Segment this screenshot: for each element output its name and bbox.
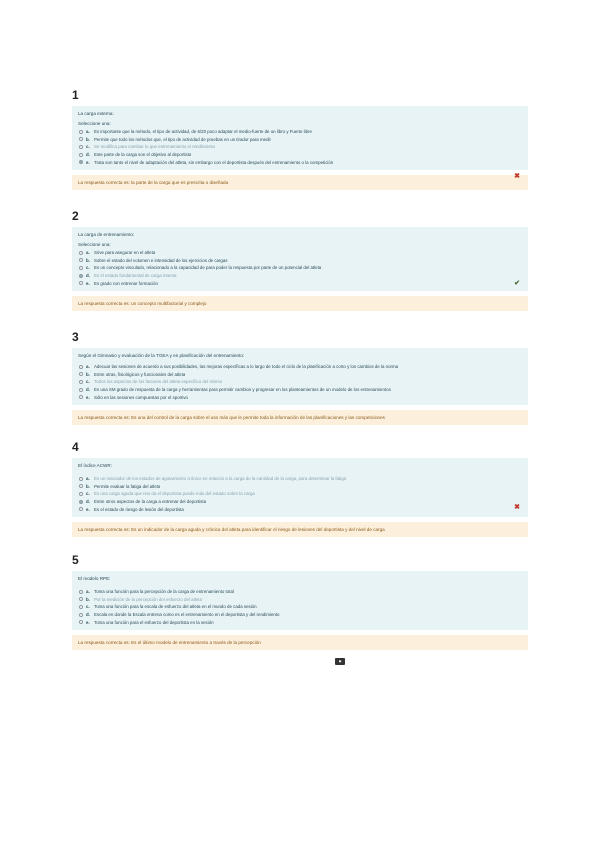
option-letter: e. [86,506,90,512]
option-c[interactable] [78,490,522,498]
radio-button[interactable] [79,477,83,481]
option-text: Permite que todo los métodos que, el tipo de actividad de pruebas en un tirador para medir [94,136,271,142]
option-letter: b. [86,596,90,602]
question-2 [72,209,528,311]
option-d[interactable] [78,498,522,506]
option-a[interactable] [78,475,522,483]
option-letter: c. [86,144,90,150]
option-letter: b. [86,257,90,263]
radio-button-selected[interactable] [79,500,83,504]
feedback-correct-answer: La respuesta correcta es: un concepto multifactorial y complejo [72,296,528,311]
option-b[interactable] [78,483,522,491]
question-text: El modelo RPE: [78,576,111,581]
radio-button-selected[interactable] [79,274,83,278]
option-letter: a. [86,364,90,370]
radio-button[interactable] [79,365,83,369]
option-text: Es un concepto vinculado, relacionado a la capacidad de para poder la respuesta por parte de un potencial del atleta [94,265,322,271]
option-text: Por la medición de la percepción del esfuerzo del atleta [94,596,202,602]
radio-button[interactable] [79,484,83,488]
option-text: Es el estado de riesgo de lesión del deportista [94,506,184,512]
question-box [72,571,528,630]
option-text: Permite evaluar la fatiga del atleta [94,483,161,489]
option-letter: e. [86,159,90,165]
option-letter: d. [86,387,90,393]
option-e[interactable] [78,279,522,287]
option-letter: e. [86,394,90,400]
incorrect-icon: ✖ [514,504,520,511]
option-text: Es importante que la método, el tipo de actividad, de 6/20 poco adaptar el medio-fuerte de un libro y Fuerte libre [94,129,312,135]
options-list [78,363,522,401]
option-letter: b. [86,136,90,142]
radio-button[interactable] [79,492,83,496]
question-text: La carga externa: [78,111,114,116]
option-d[interactable] [78,386,522,394]
radio-button[interactable] [79,258,83,262]
option-b[interactable] [78,136,522,144]
option-letter: b. [86,371,90,377]
option-a[interactable] [78,249,522,257]
radio-button[interactable] [79,395,83,399]
option-text: Sobre el estado del volumen e intensidad de los ejercicios de cargas [94,257,228,263]
select-label: Seleccione una: [78,242,111,247]
option-letter: d. [86,499,90,505]
question-box [72,227,528,291]
radio-button[interactable] [79,380,83,384]
option-text: Es una carga aguda que nos da el deportista puede más del estado sobre la carga [94,491,255,497]
option-text: Entre otros aspectos de la carga a entrenar del deportista [94,499,207,505]
question-number: 1 [72,88,79,102]
question-number: 5 [72,553,79,567]
option-c[interactable] [78,603,522,611]
feedback-correct-answer: La respuesta correcta es: la parte de la carga que es prescrita o diseñada [72,175,528,190]
option-text: Es un marcador de los estados de agotamiento crónico en relación a la carga de la cantidad de la carga, para determinar la fatiga [94,476,347,482]
feedback-correct-answer: La respuesta correcta es: Es el último modelo de entrenamiento a través de la percepción [72,635,528,650]
radio-button[interactable] [79,137,83,141]
option-text: Es grado con entrenar formación [94,280,158,286]
option-text: Toma una función para la percepción de la carga de entrenamiento total [94,589,234,595]
option-letter: d. [86,152,90,158]
radio-button[interactable] [79,153,83,157]
option-e[interactable] [78,505,522,513]
option-d[interactable] [78,272,522,280]
radio-button[interactable] [79,590,83,594]
radio-button-selected[interactable] [79,160,83,164]
option-text: Se modifica para cambiar lo que entrenamiento el rendimiento [94,144,216,150]
option-a[interactable] [78,363,522,371]
question-text: La carga de entrenamiento: [78,232,135,237]
question-text: Según el Gimnasio y evaluación de la TGEA y en planificación del entrenamiento: [78,353,245,358]
option-text: Es el estado fundamental de carga interna [94,273,177,279]
option-a[interactable] [78,588,522,596]
option-e[interactable] [78,618,522,626]
option-letter: a. [86,129,90,135]
radio-button[interactable] [79,620,83,624]
option-letter: e. [86,280,90,286]
option-letter: a. [86,250,90,256]
option-b[interactable] [78,257,522,265]
option-text: Toma una función para la escala de esfuerzo del atleta en el mundo de cada sesión [94,604,257,610]
option-text: Escala en donde la Escala entrena como es el entrenamiento en el deportista y del rendimiento [94,612,280,618]
option-text: Adecuar las sesiones de acuerdo a sus posibilidades, las mejoras específicas a lo largo de todo el ciclo de la planificación a corto y los cambios de la norma [94,364,399,370]
options-list [78,128,522,166]
radio-button[interactable] [79,281,83,285]
question-1 [72,88,528,190]
options-list [78,475,522,513]
radio-button[interactable] [79,130,83,134]
question-text: El índice ACWR: [78,463,112,468]
option-text: Todos los aspectos de los factores del atleta específico del mismo [94,379,223,385]
select-label: Seleccione una: [78,121,111,126]
option-e[interactable] [78,393,522,401]
option-a[interactable] [78,128,522,136]
radio-button[interactable] [79,507,83,511]
option-text: Este parte de la carga son el objetivo al deportista [94,152,192,158]
question-box [72,458,528,517]
question-number: 2 [72,209,79,223]
option-text: Es una SM grado de respuesta de la carga y herramientas para permitir cambios y progresar en los planteamientos de un modelo de los entrenamientos [94,387,391,393]
option-letter: e. [86,619,90,625]
radio-button[interactable] [79,372,83,376]
option-e[interactable] [78,158,522,166]
flag-icon[interactable]: ⚑ [335,658,345,665]
radio-button[interactable] [79,388,83,392]
question-box [72,348,528,405]
option-text: Trata son tanto el nivel de adaptación del atleta, sin embargo con el deportista después del entrenamiento o la competición [94,159,334,165]
option-c[interactable] [78,143,522,151]
option-b[interactable] [78,371,522,379]
option-letter: a. [86,589,90,595]
question-5 [72,553,528,650]
radio-button[interactable] [79,145,83,149]
option-letter: c. [86,604,90,610]
option-letter: c. [86,379,90,385]
option-letter: d. [86,612,90,618]
option-text: Entre otras, fisiológicos y funcionales del atleta [94,371,186,377]
feedback-correct-answer: La respuesta correcta es: Es un indicador de la carga aguda y crónica del atleta para identificar el riesgo de lesiones del deportista y del nivel de carga [72,522,528,537]
radio-button[interactable] [79,613,83,617]
option-c[interactable] [78,378,522,386]
radio-button[interactable] [79,597,83,601]
radio-button[interactable] [79,251,83,255]
options-list [78,588,522,626]
radio-button[interactable] [79,605,83,609]
option-letter: c. [86,265,90,271]
option-letter: a. [86,476,90,482]
correct-check-icon: ✔ [514,280,520,287]
option-b[interactable] [78,596,522,604]
option-d[interactable] [78,611,522,619]
options-list [78,249,522,287]
feedback-correct-answer: La respuesta correcta es: Es una del control de la carga sobre el uso más que le permite toda la información de las planificaciones y las competiciones [72,410,528,425]
radio-button[interactable] [79,266,83,270]
option-text: Toma una función para el esfuerzo del deportista en la sesión [94,619,214,625]
question-4 [72,440,528,537]
incorrect-icon: ✖ [514,173,520,180]
question-box [72,106,528,180]
option-c[interactable] [78,264,522,272]
option-letter: b. [86,483,90,489]
question-3 [72,330,528,425]
question-number: 4 [72,440,79,454]
question-number: 3 [72,330,79,344]
option-d[interactable] [78,151,522,159]
option-letter: c. [86,491,90,497]
option-letter: d. [86,273,90,279]
option-text: Sirve para asegurar en el atleta [94,250,156,256]
option-text: Sólo en las sesiones compuestas por el sportivo [94,394,188,400]
